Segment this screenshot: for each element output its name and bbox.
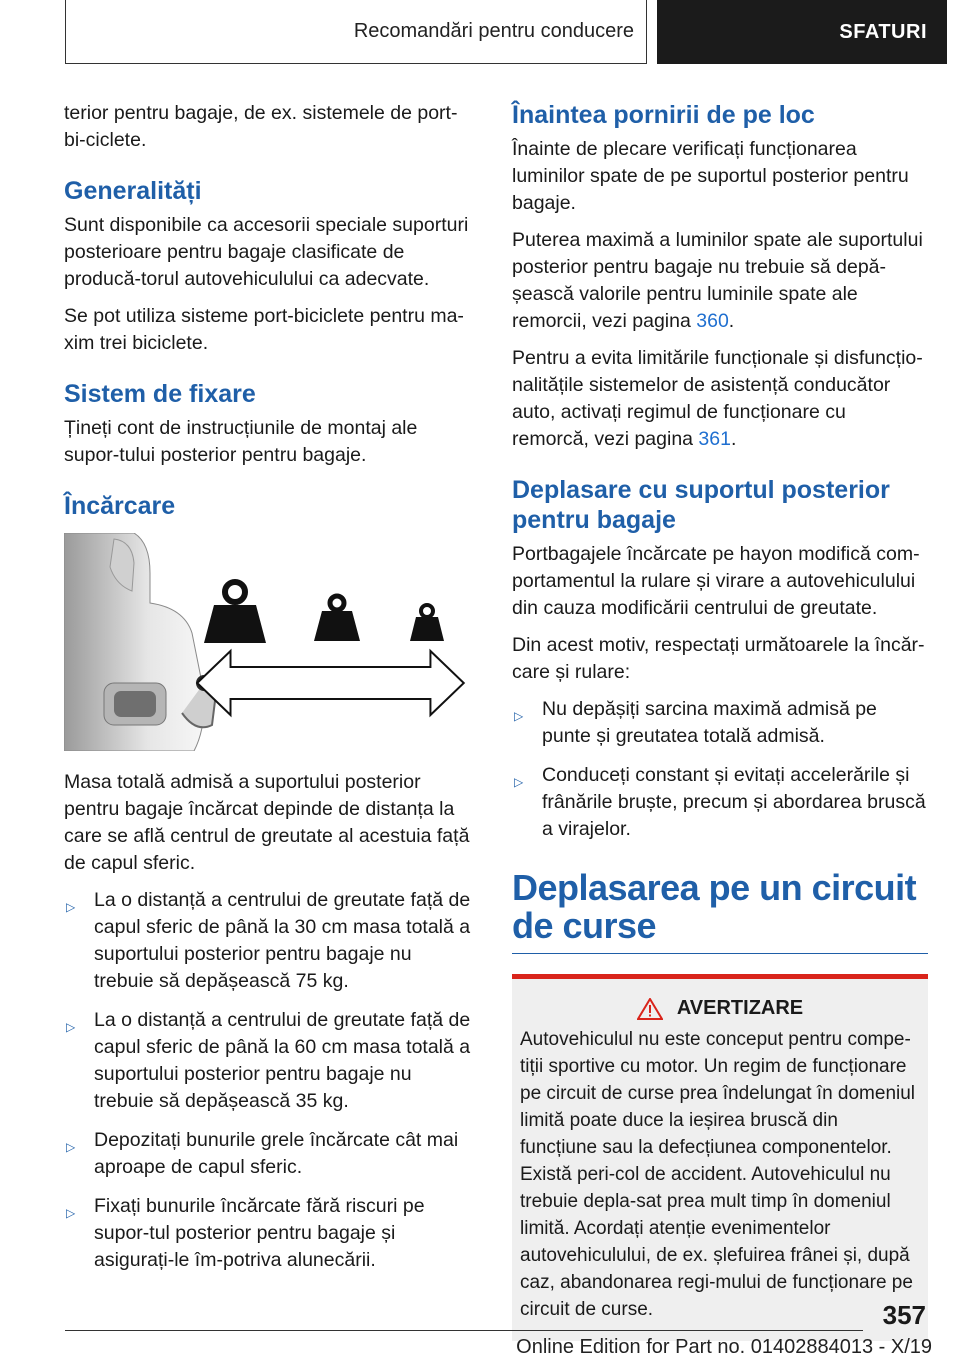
heading-race-track: Deplasarea pe un circuit de curse — [512, 869, 928, 954]
triangle-bullet-icon: ▷ — [66, 900, 76, 914]
warning-triangle-icon — [637, 998, 663, 1020]
edition-text: Online Edition for Part no. 01402884013 - X/19 — [516, 1336, 932, 1358]
general-text-1: Sunt disponibile ca accesorii speciale suporturi posterioare pentru bagaje clasificate de producă-torul autovehiculului ca adecvate. — [64, 214, 469, 290]
triangle-bullet-icon: ▷ — [514, 709, 524, 723]
left-column — [64, 100, 476, 1286]
driving-text-2: Din acest motiv, respectați următoarele la încăr-care și rulare: — [512, 634, 925, 683]
loading-bullet-list — [64, 887, 476, 1274]
intro-text: terior pentru bagaje, de ex. sistemele de port-bi-ciclete. — [64, 102, 458, 151]
chapter-tab: SFATURI — [657, 0, 947, 64]
before-text-3: Pentru a evita limitările funcționale și disfuncțio-nalitățile sistemelor de asistență conducător auto, activați regimul de funcționare cu remorcă, vezi pagina 361. — [512, 347, 923, 450]
driving-bullet-list — [512, 696, 928, 843]
list-item: ▷ Depozitați bunurile grele încărcate cât mai aproape de capul sferic. — [66, 1129, 459, 1178]
heading-before-start: Înaintea pornirii de pe loc — [512, 101, 815, 129]
section-title: Recomandări pentru conducere — [65, 0, 647, 64]
list-item: ▷ Conduceți constant și evitați accelerările și frânările bruște, precum și abordarea bruscă a virajelor. — [514, 764, 926, 840]
load-distance-illustration — [64, 533, 476, 751]
page-number: 357 — [882, 1300, 926, 1330]
triangle-bullet-icon: ▷ — [514, 775, 524, 789]
page-footer — [0, 1300, 960, 1362]
page-header — [0, 0, 960, 66]
triangle-bullet-icon: ▷ — [66, 1020, 76, 1034]
fixing-text: Țineți cont de instrucțiunile de montaj ale supor-tului posterior pentru bagaje. — [64, 417, 418, 466]
list-item: ▷ La o distanță a centrului de greutate față de capul sferic de până la 60 cm masa totală a suportului posterior pentru bagaje nu trebuie să depășească 35 kg. — [66, 1009, 471, 1112]
warning-text: Autovehiculul nu este conceput pentru compe-tiții sportive cu motor. Un regim de funcționare pe circuit de curse prea îndelungat în domeniul limită poate duce la ieșirea bruscă din funcțiune sau la defecțiunea componentelor. Există peri-col de accident. Autovehiculul nu trebuie depla-sat prea mult timp în domeniul limită. Acordați atenție evenimentelor autovehiculului, de ex. șlefuirea frânei și, după caz, abandonarea regi-mului de funcționare pe circuit de curse. — [520, 1029, 916, 1320]
before-text-1: Înainte de plecare verificați funcționarea luminilor spate de pe suportul posterior pentru bagaje. — [512, 138, 909, 214]
list-item: ▷ La o distanță a centrului de greutate față de capul sferic de până la 30 cm masa totală a suportului posterior pentru bagaje nu trebuie să depășească 75 kg. — [66, 889, 471, 992]
warning-box — [512, 974, 928, 1341]
list-item: ▷ Nu depășiți sarcina maximă admisă pe punte și greutatea totală admisă. — [514, 698, 877, 747]
loading-text: Masa totală admisă a suportului posterior pentru bagaje încărcat depinde de distanța la care se află centrul de greutate al acestuia față de capul sferic. — [64, 771, 470, 874]
heading-fixing-system: Sistem de fixare — [64, 380, 256, 408]
general-text-2: Se pot utiliza sisteme port-biciclete pentru ma-xim trei biciclete. — [64, 305, 464, 354]
page-link-360[interactable]: 360 — [696, 310, 729, 332]
warning-title: AVERTIZARE — [676, 997, 804, 1019]
footer-divider — [65, 1330, 863, 1331]
heading-driving-with-carrier: Deplasare cu suportul posterior pentru bagaje — [512, 476, 890, 534]
triangle-bullet-icon: ▷ — [66, 1206, 76, 1220]
list-item: ▷ Fixați bunurile încărcate fără riscuri pe supor-tul posterior pentru bagaje și asigurați-le îm-potriva alunecării. — [66, 1195, 425, 1271]
page-link-361[interactable]: 361 — [698, 428, 731, 450]
load-distance-svg — [64, 533, 476, 751]
driving-text-1: Portbagajele încărcate pe hayon modifică com-portamentul la rulare și virare a autovehiculului din cauza modificării centrului de greutate. — [512, 543, 920, 619]
before-text-2: Puterea maximă a luminilor spate ale suportului posterior pentru bagaje nu trebuie să depă-șească valorile pentru luminile spate ale remorcii, vezi pagina 360. — [512, 229, 923, 332]
triangle-bullet-icon: ▷ — [66, 1140, 76, 1154]
right-column — [512, 100, 928, 1341]
heading-general: Generalități — [64, 177, 202, 205]
heading-loading: Încărcare — [64, 492, 176, 520]
